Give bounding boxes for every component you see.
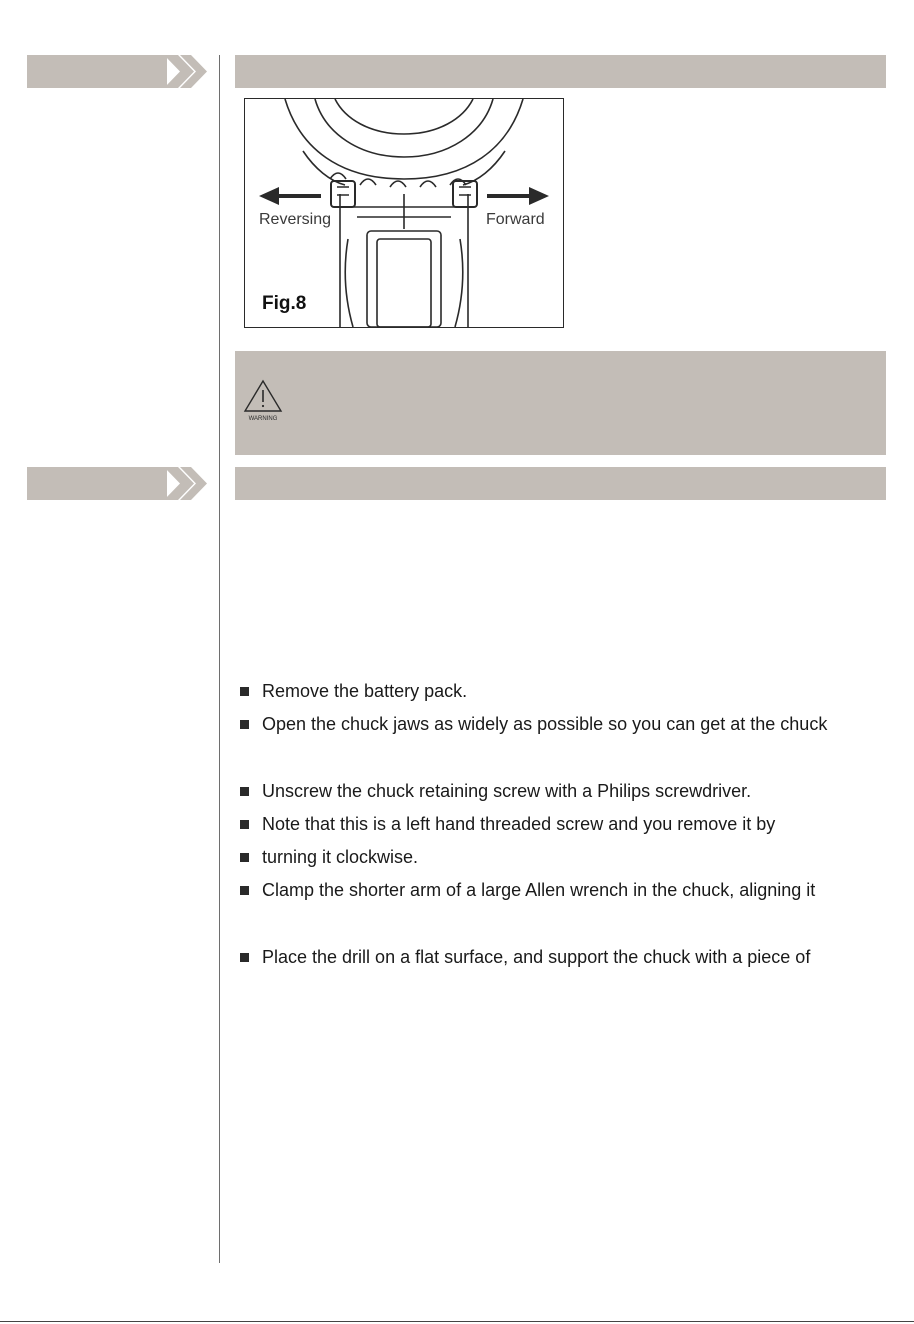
section-tab-1: [27, 55, 167, 88]
warning-icon-text: WARNING: [248, 416, 278, 422]
warning-box: [235, 351, 886, 455]
section-tab-2: [27, 467, 167, 500]
list-item: Unscrew the chuck retaining screw with a Philips screwdriver.: [240, 780, 751, 802]
list-item: Place the drill on a flat surface, and support the chuck with a piece of: [240, 946, 810, 968]
forward-label: Forward: [486, 211, 545, 228]
figure-direction-switch: [244, 98, 564, 328]
chevron-right-icon: [164, 55, 208, 88]
section-header-bar-2: [235, 467, 886, 500]
chevron-right-icon: [164, 467, 208, 500]
list-item: Remove the battery pack.: [240, 680, 467, 702]
figure-label: Fig.8: [262, 293, 307, 314]
footer-divider: [0, 1321, 914, 1322]
list-item: Open the chuck jaws as widely as possible so you can get at the chuck: [240, 713, 827, 735]
section-header-bar-1: [235, 55, 886, 88]
column-divider: [219, 55, 220, 1263]
reversing-label: Reversing: [259, 211, 332, 228]
list-item: Note that this is a left hand threaded screw and you remove it by: [240, 813, 775, 835]
list-item: turning it clockwise.: [240, 846, 418, 868]
warning-triangle-icon: [243, 379, 283, 423]
list-item: Clamp the shorter arm of a large Allen wrench in the chuck, aligning it: [240, 879, 815, 901]
